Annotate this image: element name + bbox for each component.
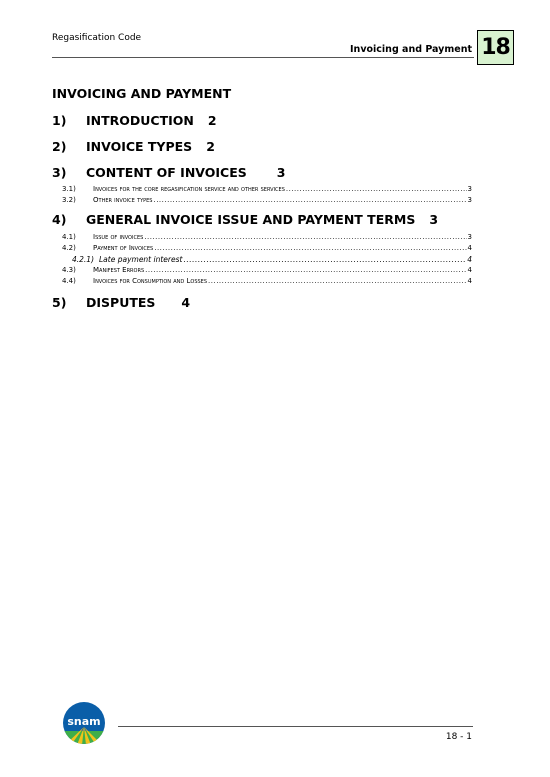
chapter-number-badge: 18 — [477, 30, 514, 65]
toc-leader-dots — [183, 255, 466, 264]
toc-subsection-label: Payment of Invoices — [93, 244, 154, 252]
toc-subsection-number: 4.4) — [62, 277, 76, 285]
toc-title: INVOICING AND PAYMENT — [52, 86, 232, 101]
toc-subsubsection-label: Late payment interest — [99, 255, 183, 264]
toc-subsection-label: Other invoice types — [93, 196, 153, 204]
header-divider — [52, 57, 474, 58]
toc-subsection-label: Invoices for the core regasification service and other services — [93, 185, 285, 193]
toc-subsection-page: 4 — [467, 244, 472, 252]
toc-section-number: 2) — [52, 139, 67, 154]
toc-section-page: 2 — [207, 113, 217, 128]
toc-subsection-3-1[interactable] — [62, 185, 472, 193]
toc-subsection-label: Invoices for Consumption and Losses — [93, 277, 208, 285]
toc-section-number: 3) — [52, 165, 67, 180]
toc-leader-dots — [145, 266, 466, 274]
toc-section-number: 4) — [52, 212, 67, 227]
toc-subsection-label: Issue of invoices — [93, 233, 144, 241]
toc-subsection-4-2[interactable] — [62, 244, 472, 252]
toc-section-page: 4 — [181, 295, 191, 310]
toc-subsubsection-4-2-1[interactable] — [72, 255, 472, 264]
toc-section-2[interactable] — [52, 139, 215, 154]
document-title: Regasification Code — [52, 33, 142, 43]
toc-leader-dots — [153, 196, 466, 204]
toc-subsection-3-2[interactable] — [62, 196, 472, 204]
toc-section-label: DISPUTES — [86, 295, 156, 310]
toc-section-label: INVOICE TYPES — [86, 139, 193, 154]
toc-section-4[interactable] — [52, 212, 438, 227]
toc-section-page: 3 — [429, 212, 439, 227]
toc-subsection-4-3[interactable] — [62, 266, 472, 274]
toc-section-3[interactable] — [52, 165, 285, 180]
footer-divider — [118, 726, 473, 727]
page-number: 18 - 1 — [445, 732, 472, 742]
toc-section-number: 5) — [52, 295, 67, 310]
toc-section-number: 1) — [52, 113, 67, 128]
toc-subsection-page: 4 — [467, 266, 472, 274]
toc-section-page: 3 — [276, 165, 286, 180]
toc-section-1[interactable] — [52, 113, 217, 128]
toc-subsection-4-4[interactable] — [62, 277, 472, 285]
toc-section-label: GENERAL INVOICE ISSUE AND PAYMENT TERMS — [86, 212, 416, 227]
toc-section-page: 2 — [206, 139, 215, 154]
toc-leader-dots — [144, 233, 466, 241]
toc-subsection-number: 4.1) — [62, 233, 76, 241]
toc-subsection-number: 4.2) — [62, 244, 76, 252]
toc-subsection-number: 3.1) — [62, 185, 76, 193]
toc-section-5[interactable] — [52, 295, 190, 310]
toc-leader-dots — [208, 277, 467, 285]
toc-subsection-number: 4.3) — [62, 266, 76, 274]
toc-subsubsection-page: 4 — [467, 255, 472, 264]
toc-subsubsection-number: 4.2.1) — [72, 255, 95, 264]
snam-logo — [55, 697, 113, 745]
toc-subsection-4-1[interactable] — [62, 233, 472, 241]
toc-subsection-page: 3 — [467, 185, 472, 193]
toc-leader-dots — [286, 185, 467, 193]
toc-leader-dots — [154, 244, 466, 252]
toc-subsection-page: 3 — [467, 233, 472, 241]
toc-section-label: INTRODUCTION — [86, 113, 194, 128]
toc-subsection-number: 3.2) — [62, 196, 76, 204]
toc-subsection-page: 3 — [467, 196, 472, 204]
toc-subsection-page: 4 — [467, 277, 472, 285]
section-title: Invoicing and Payment — [350, 44, 472, 55]
toc-subsection-label: Manifest Errors — [93, 266, 145, 274]
toc-section-label: CONTENT OF INVOICES — [86, 165, 247, 180]
logo-text: snam — [67, 715, 101, 728]
